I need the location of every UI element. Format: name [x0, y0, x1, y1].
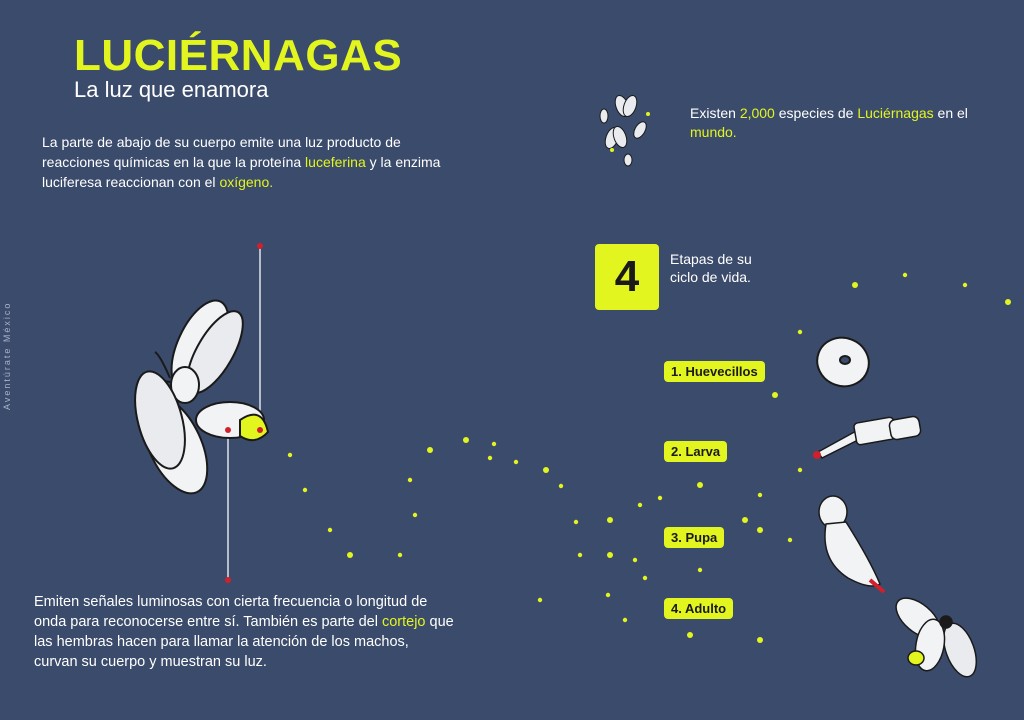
adult-illustration	[889, 591, 983, 682]
glow-dot	[288, 453, 292, 457]
intro-highlight-luceferina: luceferina	[305, 154, 366, 170]
pupa-illustration	[819, 496, 884, 592]
species-text-1: Existen	[690, 105, 740, 121]
glow-dot	[757, 637, 763, 643]
glow-dot	[1005, 299, 1011, 305]
lifecycle-caption: Etapas de su ciclo de vida.	[670, 251, 752, 285]
glow-dot	[574, 520, 578, 524]
stage-label-larva: 2. Larva	[664, 441, 727, 462]
glow-dot	[492, 442, 496, 446]
glow-dot	[903, 273, 907, 277]
glow-dot	[607, 517, 613, 523]
signals-highlight-cortejo: cortejo	[381, 614, 426, 630]
glow-dot	[758, 493, 762, 497]
species-highlight-luciernagas: Luciérnagas	[857, 105, 934, 121]
intro-text-2: y la enzima luciferesa reaccionan con el	[42, 154, 441, 190]
larva-illustration	[813, 416, 922, 459]
glow-dot	[687, 632, 693, 638]
glow-dot	[623, 618, 627, 622]
glow-dot	[538, 598, 542, 602]
glow-dot	[427, 447, 433, 453]
glow-dot	[757, 527, 763, 533]
glow-dot	[697, 482, 703, 488]
glow-dot	[758, 368, 762, 372]
glow-dot	[643, 576, 647, 580]
glow-dot	[798, 330, 802, 334]
glow-dot	[559, 484, 563, 488]
signals-text-1: Emiten señales luminosas con cierta frecuencia o longitud de onda para reconocerse entre sí. También es parte del	[34, 594, 428, 630]
glow-dot	[698, 568, 702, 572]
egg-illustration	[810, 331, 875, 394]
glow-dot	[607, 552, 613, 558]
glow-dot	[772, 392, 778, 398]
species-count: 2,000	[739, 105, 775, 121]
glow-dot	[658, 496, 662, 500]
stage-label-pupa: 3. Pupa	[664, 527, 724, 548]
glow-dot	[398, 553, 402, 557]
glow-dot	[852, 282, 858, 288]
glow-dot	[514, 460, 518, 464]
signals-text-2: que las hembras hacen para llamar la atención de los machos, curvan su cuerpo y muestran su luz.	[34, 614, 454, 670]
stage-label-adulto: 4. Adulto	[664, 598, 733, 619]
glow-dot	[543, 467, 549, 473]
glow-dot	[798, 468, 802, 472]
glow-dot	[578, 553, 582, 557]
species-highlight-mundo: mundo.	[690, 124, 737, 140]
glow-dots	[288, 273, 1011, 643]
intro-highlight-oxigeno: oxígeno.	[219, 174, 274, 190]
glow-dot	[963, 283, 967, 287]
glow-dot	[788, 538, 792, 542]
firefly-swarm-icon	[600, 94, 650, 166]
page-subtitle: La luz que enamora	[74, 77, 269, 102]
glow-dot	[413, 513, 417, 517]
glow-dot	[408, 478, 412, 482]
glow-dot	[633, 558, 637, 562]
species-text-2: especies de	[774, 105, 858, 121]
glow-dot	[742, 517, 748, 523]
glow-dot	[463, 437, 469, 443]
lifecycle-count-badge: 4	[595, 244, 659, 310]
glow-dot	[638, 503, 642, 507]
page-title: LUCIÉRNAGAS	[74, 31, 403, 80]
glow-dot	[488, 456, 492, 460]
glow-dot	[303, 488, 307, 492]
intro-text-1: La parte de abajo de su cuerpo emite una luz producto de reacciones químicas en la que la proteína	[42, 134, 401, 170]
glow-dot	[347, 552, 353, 558]
glow-dot	[606, 593, 610, 597]
firefly-illustration	[126, 292, 268, 503]
species-text-3: en el	[933, 105, 968, 121]
stage-label-huevecillos: 1. Huevecillos	[664, 361, 765, 382]
glow-dot	[328, 528, 332, 532]
side-credit: Aventúrate México	[2, 301, 12, 410]
